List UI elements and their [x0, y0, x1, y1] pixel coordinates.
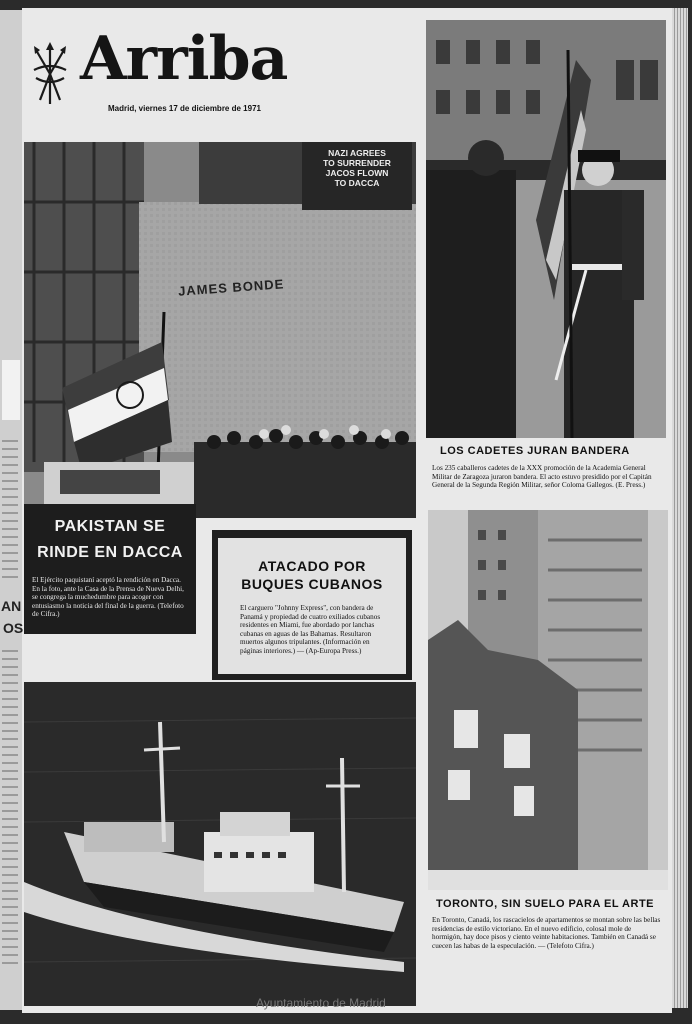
pakistan-caption	[24, 504, 196, 634]
sign-line-3: JACOS FLOWN	[325, 168, 389, 178]
atacado-headline-2: BUQUES CUBANOS	[241, 576, 383, 592]
yoke-and-arrows-emblem	[30, 40, 70, 110]
atacado-caption	[218, 538, 406, 674]
sign-line-4: TO DACCA	[334, 178, 380, 188]
toronto-body: En Toronto, Canadá, los rascacielos de apartamentos se montan sobre las bellas residencias de estilo victoriano. En el nuevo edificio, colosal mole de hormigón, hay doce pisos y ciento veinte habitaciones. También en Canadá se cuecen las habas de la especulación. — (Telefoto Cifra.)	[432, 916, 661, 950]
pakistan-headline-2: RINDE EN DACCA	[37, 544, 183, 561]
pakistan-body: El Ejército paquistaní aceptó la rendición en Dacca. En la foto, ante la Casa de la Prensa de Nueva Delhi, se congrega la muchedumbre para acoger con entusiasmo la noticia del final de la guerra. (Telefoto de Cifra.)	[32, 576, 184, 619]
sign-line-1: NAZI AGREES	[328, 148, 386, 158]
toronto-headline: TORONTO, SIN SUELO PARA EL ARTE	[436, 898, 655, 910]
adjacent-page-photo-scrap	[2, 360, 20, 420]
pakistan-headline-1: PAKISTAN SE	[54, 518, 166, 535]
dateline: Madrid, viernes 17 de diciembre de 1971	[108, 104, 261, 113]
atacado-headline-1: ATACADO POR	[258, 558, 366, 574]
adjacent-page-text-lines-2	[2, 650, 18, 970]
sign-line-2: TO SURRENDER	[323, 158, 391, 168]
dacca-crowd-photo	[24, 142, 416, 518]
toronto-building-photo	[428, 510, 668, 890]
atacado-body: El carguero "Johnny Express", con bandera de Panamá y propiedad de cuatro exiliados cubanos residentes en Miami, fue abordado por lanchas cubanas en aguas de las Bahamas. Resultaron muertos algunos tripulantes. (Información en páginas interiores.) — (Ap-Europa Press.)	[240, 604, 381, 655]
archive-watermark: Ayuntamiento de Madrid	[256, 996, 386, 1010]
adjacent-page-letters-2: OS	[3, 620, 24, 636]
cargo-ship-photo	[24, 682, 416, 1006]
cadetes-body: Los 235 caballeros cadetes de la XXX promoción de la Academia General Militar de Zaragoza juraron bandera. El acto estuvo presidido por el Capitán General de la Segunda Región Militar, señor Coloma Gallegos. (E. Press.)	[432, 464, 652, 490]
adjacent-page-letters-1: AN	[1, 598, 22, 614]
wall-lettering: JAMES BONDE	[177, 276, 285, 299]
page-stack-edge	[672, 8, 688, 1008]
masthead-title: Arriba	[80, 24, 288, 94]
cadetes-headline: LOS CADETES JURAN BANDERA	[440, 445, 630, 457]
photo-sign	[310, 148, 404, 188]
cadets-flag-photo	[426, 20, 666, 438]
adjacent-page-text-lines	[2, 440, 18, 580]
